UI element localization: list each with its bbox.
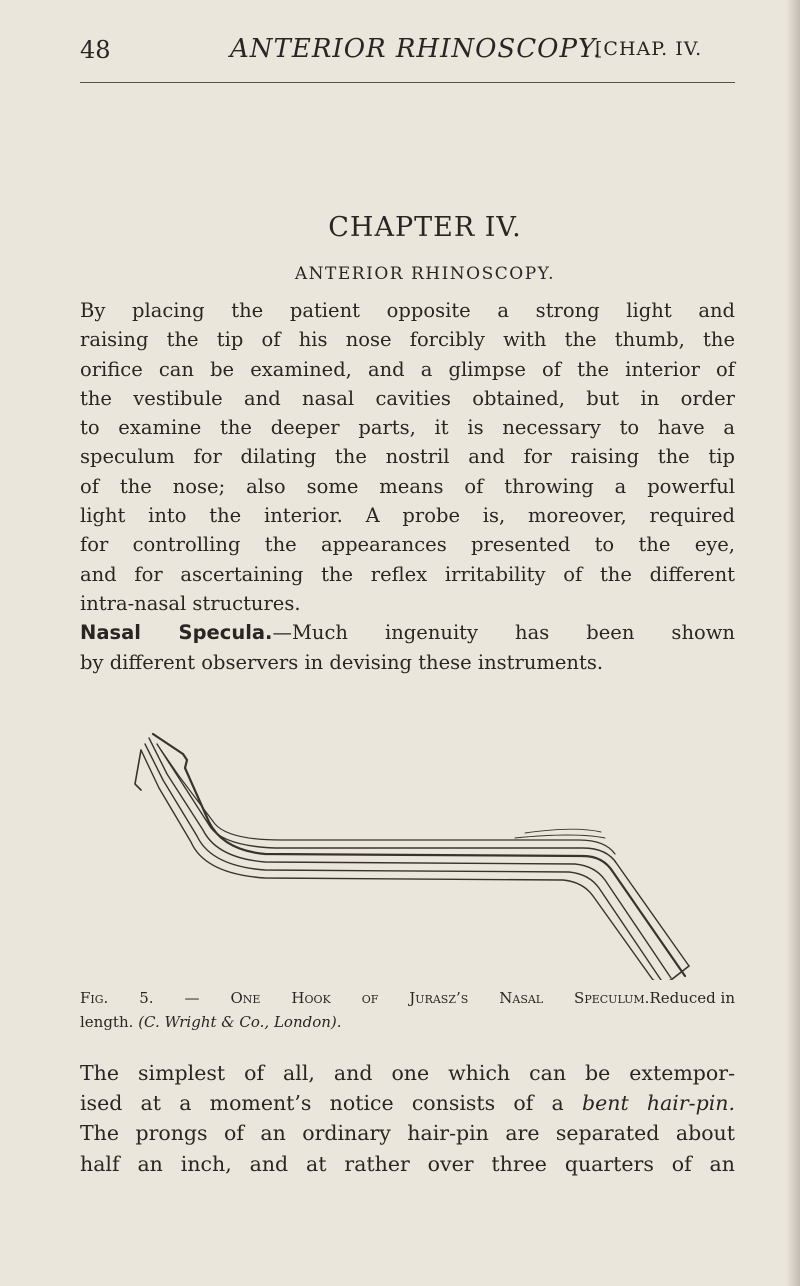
text-line: light into the interior. A probe is, moreover, required: [80, 504, 735, 528]
running-header: [80, 34, 735, 74]
text-line: intra-nasal structures.: [80, 591, 301, 615]
caption-note: Reduced in: [649, 989, 735, 1007]
text-line: by different observers in devising these instruments.: [80, 650, 604, 674]
hairpin-italic: bent hair-pin.: [581, 1091, 735, 1116]
text-line: raising the tip of his nose forcibly with the thumb, the: [80, 328, 735, 352]
text-line: to examine the deeper parts, it is necessary to have a: [80, 416, 735, 440]
text-line: of the nose; also some means of throwing a powerful: [80, 474, 735, 498]
text-line: [80, 1088, 735, 1118]
header-rule: [80, 82, 735, 83]
nasal-specula-text: —Much ingenuity has been shown: [272, 621, 735, 645]
caption-credit: (C. Wright & Co., London).: [138, 1013, 342, 1031]
jurasz-speculum-hook-illustration: [105, 730, 695, 980]
page-number: 48: [80, 36, 111, 64]
text-line: orifice can be examined, and a glimpse of the interior of: [80, 357, 735, 381]
text-line: half an inch, and at rather over three quarters of an: [80, 1151, 735, 1176]
paragraph-intro: [80, 296, 735, 677]
hairpin-text: ised at a moment’s notice consists of a: [80, 1091, 564, 1116]
section-title: ANTERIOR RHINOSCOPY.: [294, 264, 556, 284]
caption-length: length.: [80, 1013, 134, 1031]
paragraph-nasal-specula-line1: [80, 618, 735, 647]
caption-line-2: [80, 1010, 735, 1034]
text-line: for controlling the appearances presented to the eye,: [80, 533, 735, 557]
chapter-reference: [CHAP. IV.: [595, 38, 703, 60]
figure-caption: [80, 986, 735, 1034]
running-title: ANTERIOR RHINOSCOPY.: [230, 34, 603, 64]
text-line: speculum for dilating the nostril and for raising the tip: [80, 445, 735, 469]
text-line: The simplest of all, and one which can be extempor-: [80, 1061, 735, 1085]
text-line: By placing the patient opposite a strong light and: [80, 299, 735, 322]
page-edge-shadow: [786, 0, 800, 1286]
chapter-title: CHAPTER IV.: [328, 212, 522, 243]
caption-label: Fig. 5.: [80, 989, 154, 1007]
text-line: The prongs of an ordinary hair-pin are separated about: [80, 1121, 735, 1146]
paragraph-hairpin: [80, 1058, 735, 1179]
text-line: and for ascertaining the reflex irritability of the different: [80, 562, 735, 586]
caption-line-1: [80, 986, 735, 1010]
nasal-specula-heading: Nasal Specula.: [80, 621, 273, 645]
caption-title: — One Hook of Jurasz’s Nasal Speculum.: [184, 989, 650, 1007]
text-line: the vestibule and nasal cavities obtained, but in order: [80, 386, 735, 410]
